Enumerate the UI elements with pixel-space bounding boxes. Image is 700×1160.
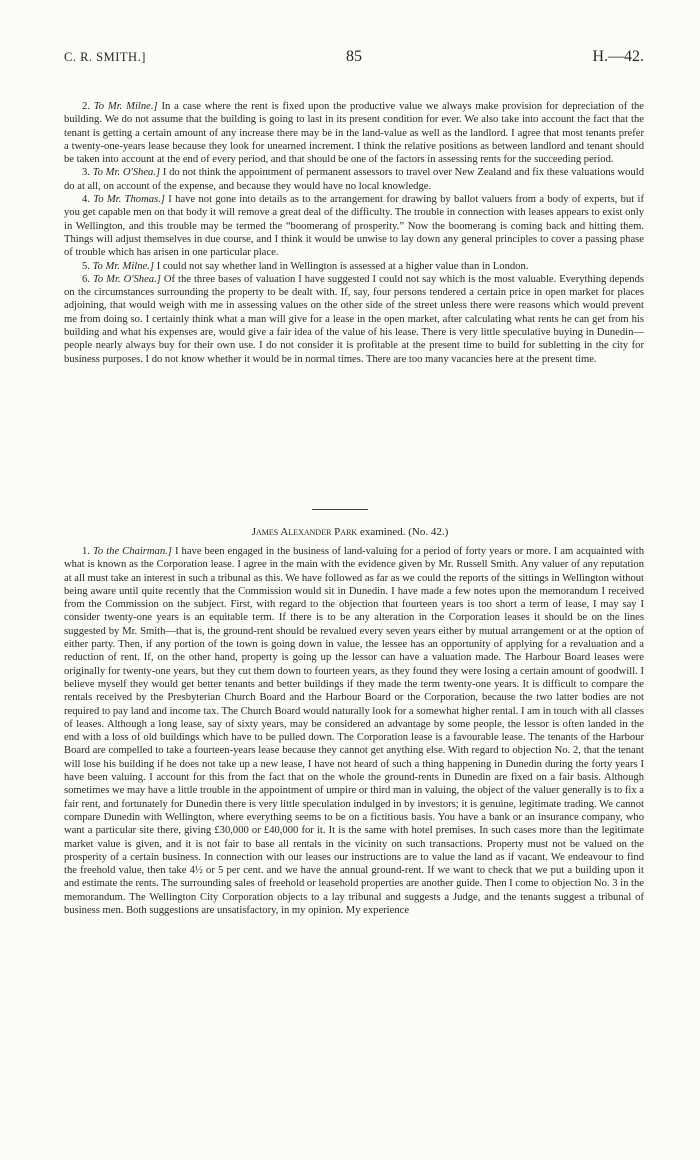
addressee: To Mr. Milne.] (92, 260, 155, 272)
header-witness-name: C. R. SMITH.] (64, 50, 146, 64)
addressee: To Mr. Milne.] (93, 101, 158, 112)
page-number: 85 (346, 48, 362, 65)
paragraph-text: I have not gone into details as to the arrangement for drawing by ballot valuers from a body of experts, but if you get capable men on that body it will remove a great deal of the difficulty. The trouble in connection with leases appears to exist only in Wellington, and this trouble may be termed the “boomerang of prosperity.” Now the boomerang is coming back and hitting them. Things will adjust themselves in due course, and I think it would be unwise to lay down any general principles to cover a passing phase of trouble which has arisen in one particular place. (64, 194, 644, 259)
paragraph-number: 1. (82, 546, 90, 557)
addressee: To Mr. Thomas.] (93, 194, 165, 206)
witness-status: examined. (359, 526, 406, 538)
testimony-smith (64, 100, 644, 366)
paragraph-number: 3. (82, 167, 90, 179)
witness-name: James Alexander Park (251, 526, 358, 538)
paragraph-number: 5. (82, 260, 90, 272)
paragraph-text: I do not think the appointment of permanent assessors to travel over New Zealand and fix these valuations would do at all, on account of the expense, and because they would have no local knowledge. (64, 167, 645, 192)
paragraph-number: 2. (82, 101, 90, 112)
addressee: To Mr. O'Shea.] (92, 273, 161, 285)
addressee: To Mr. O'Shea.] (92, 167, 161, 179)
paragraph-text: In a case where the rent is fixed upon the productive value we always make provision for depreciation of the building. We do not assume that the building is going to last in its present condition for ever. We also take into account the fact that the tenant is getting a certain amount of any increase there may be in the land-value as well as the landlord. I agree that most tenants prefer a twenty-one-years lease because they look for unearned increment. I think the relative positions as between landlord and tenant should be taken into account at the end of every period, and that should be one of the factors in assessing rents for the succeeding period. (64, 101, 645, 166)
addressee: To the Chairman.] (92, 546, 172, 557)
testimony-park (64, 545, 644, 917)
witness-heading (0, 526, 700, 538)
paragraph-text: Of the three bases of valuation I have suggested I could not say which is the most valuable. Everything depends on the circumstances surrounding the property to be dealt with. If, say, four persons tendered a certain price in open market for places adjoining, that would weigh with me in assessing values on the other side of the street unless there were reasons which would prevent me from doing so. I certainly think what a man will give for a lease in the open market, after calculating what rents he can get from his building and what his expenses are, would give a fair idea of the value of his lease. There is very little speculative buying in Dunedin—people nearly always buy for their own use. I do not consider it is profitable at the present time to build for subletting in the city for business purposes. I do not know whether it would be in normal times. There are too many vacancies here at the present time. (64, 273, 645, 365)
paragraph (64, 166, 644, 193)
paragraph-text: I have been engaged in the business of land-valuing for a period of forty years or more. I am acquainted with what is known as the Corporation lease. I agree in the main with the evidence given by Mr. Russell Smith. Any valuer of any reputation at all must take an interest in such a tribunal as this. We have followed as far as we could the reports of the sittings in Wellington without being aware until quite recently that the Commission would sit in Dunedin. I have made a few notes upon the memorandum I received from the Commission on the subject. First, with regard to the objection that fourteen years is too short a term of lease, I may say I consider twenty-one years is an equitable term. If there is to be any alteration in the Corporation leases it should be on the lines suggested by Mr. Smith—that is, the ground-rent should be revalued every seven years either by mutual arrangement or at the option of either party. Then, if any portion of the town is going down in value, the lessee has an opportunity of applying for a revaluation and a reduction of rent. If, on the other hand, property is going up the lessor can have a valuation made. The Harbour Board leases were originally for twenty-one years, but they cut them down to fourteen years, as they found they were losing a certain amount of goodwill. I believe myself they would get better tenants and better buildings if they made the term twenty-one years. It is difficult to compare the rentals received by the Presbyterian Church Board and the Harbour Board or the Corporation, because the two latter bodies are not required to pay land and income tax. The Church Board would naturally look for a somewhat higher rental. I am in touch with all classes of leases. Although a long lease, say of sixty years, may be considered an advantage by some people, the lessor is often landed in the end with a loss of old buildings which have to be pulled down. The Corporation lease is a favourable lease. The tenants of the Harbour Board are compelled to take a fourteen-years lease because they cannot get anything else. With regard to objection No. 2, that the tenant will lose his building if he does not take up a new lease, I have not heard of such a thing happening in Dunedin during the forty years I have been valuing. I account for this from the fact that on the whole the ground-rents in Dunedin are fixed on a fair basis. Although sometimes we may have a little trouble in the appointment of umpire or third man in valuing, the object of the valuer generally is to fix a fair rent, and fortunately for Dunedin there is very little speculation indulged in by investors; it is genuine, legitimate trading. We cannot compare Dunedin with Wellington, where everything seems to be on a fictitious basis. You have a bank or an insurance company, who want a particular site there, giving £30,000 or £40,000 for it. It is the same with hotel premises. In such cases more than the legitimate market value is given, and it is not fair to base all rentals in the vicinity on such transactions. Property must not be valued on the prosperity of a certain business. In connection with our leases our instructions are to value the land as if vacant. We endeavour to find the freehold value, then take 4½ or 5 per cent. and we have the annual ground-rent. If we want to check that we put a building upon it and estimate the rents. The surrounding sales of freehold or leasehold properties are another guide. Then I come to objection No. 3 in the memorandum. The Wellington City Corporation objects to a lay tribunal and suggests a Judge, and the tenants suggest a tribunal of business men. Both suggestions are unsatisfactory, in my opinion. My experience (64, 546, 644, 917)
page-header (64, 50, 644, 72)
witness-number: (No. 42.) (408, 526, 449, 538)
document-reference: H.—42. (592, 48, 644, 65)
paragraph-number: 6. (82, 273, 90, 285)
paragraph (64, 100, 644, 166)
section-divider (312, 509, 368, 510)
paragraph-text: I could not say whether land in Wellington is assessed at a higher value than in London. (156, 260, 529, 272)
paragraph (64, 545, 644, 917)
paragraph-number: 4. (82, 194, 90, 206)
paragraph (64, 193, 644, 259)
paragraph (64, 260, 644, 273)
paragraph (64, 273, 644, 366)
